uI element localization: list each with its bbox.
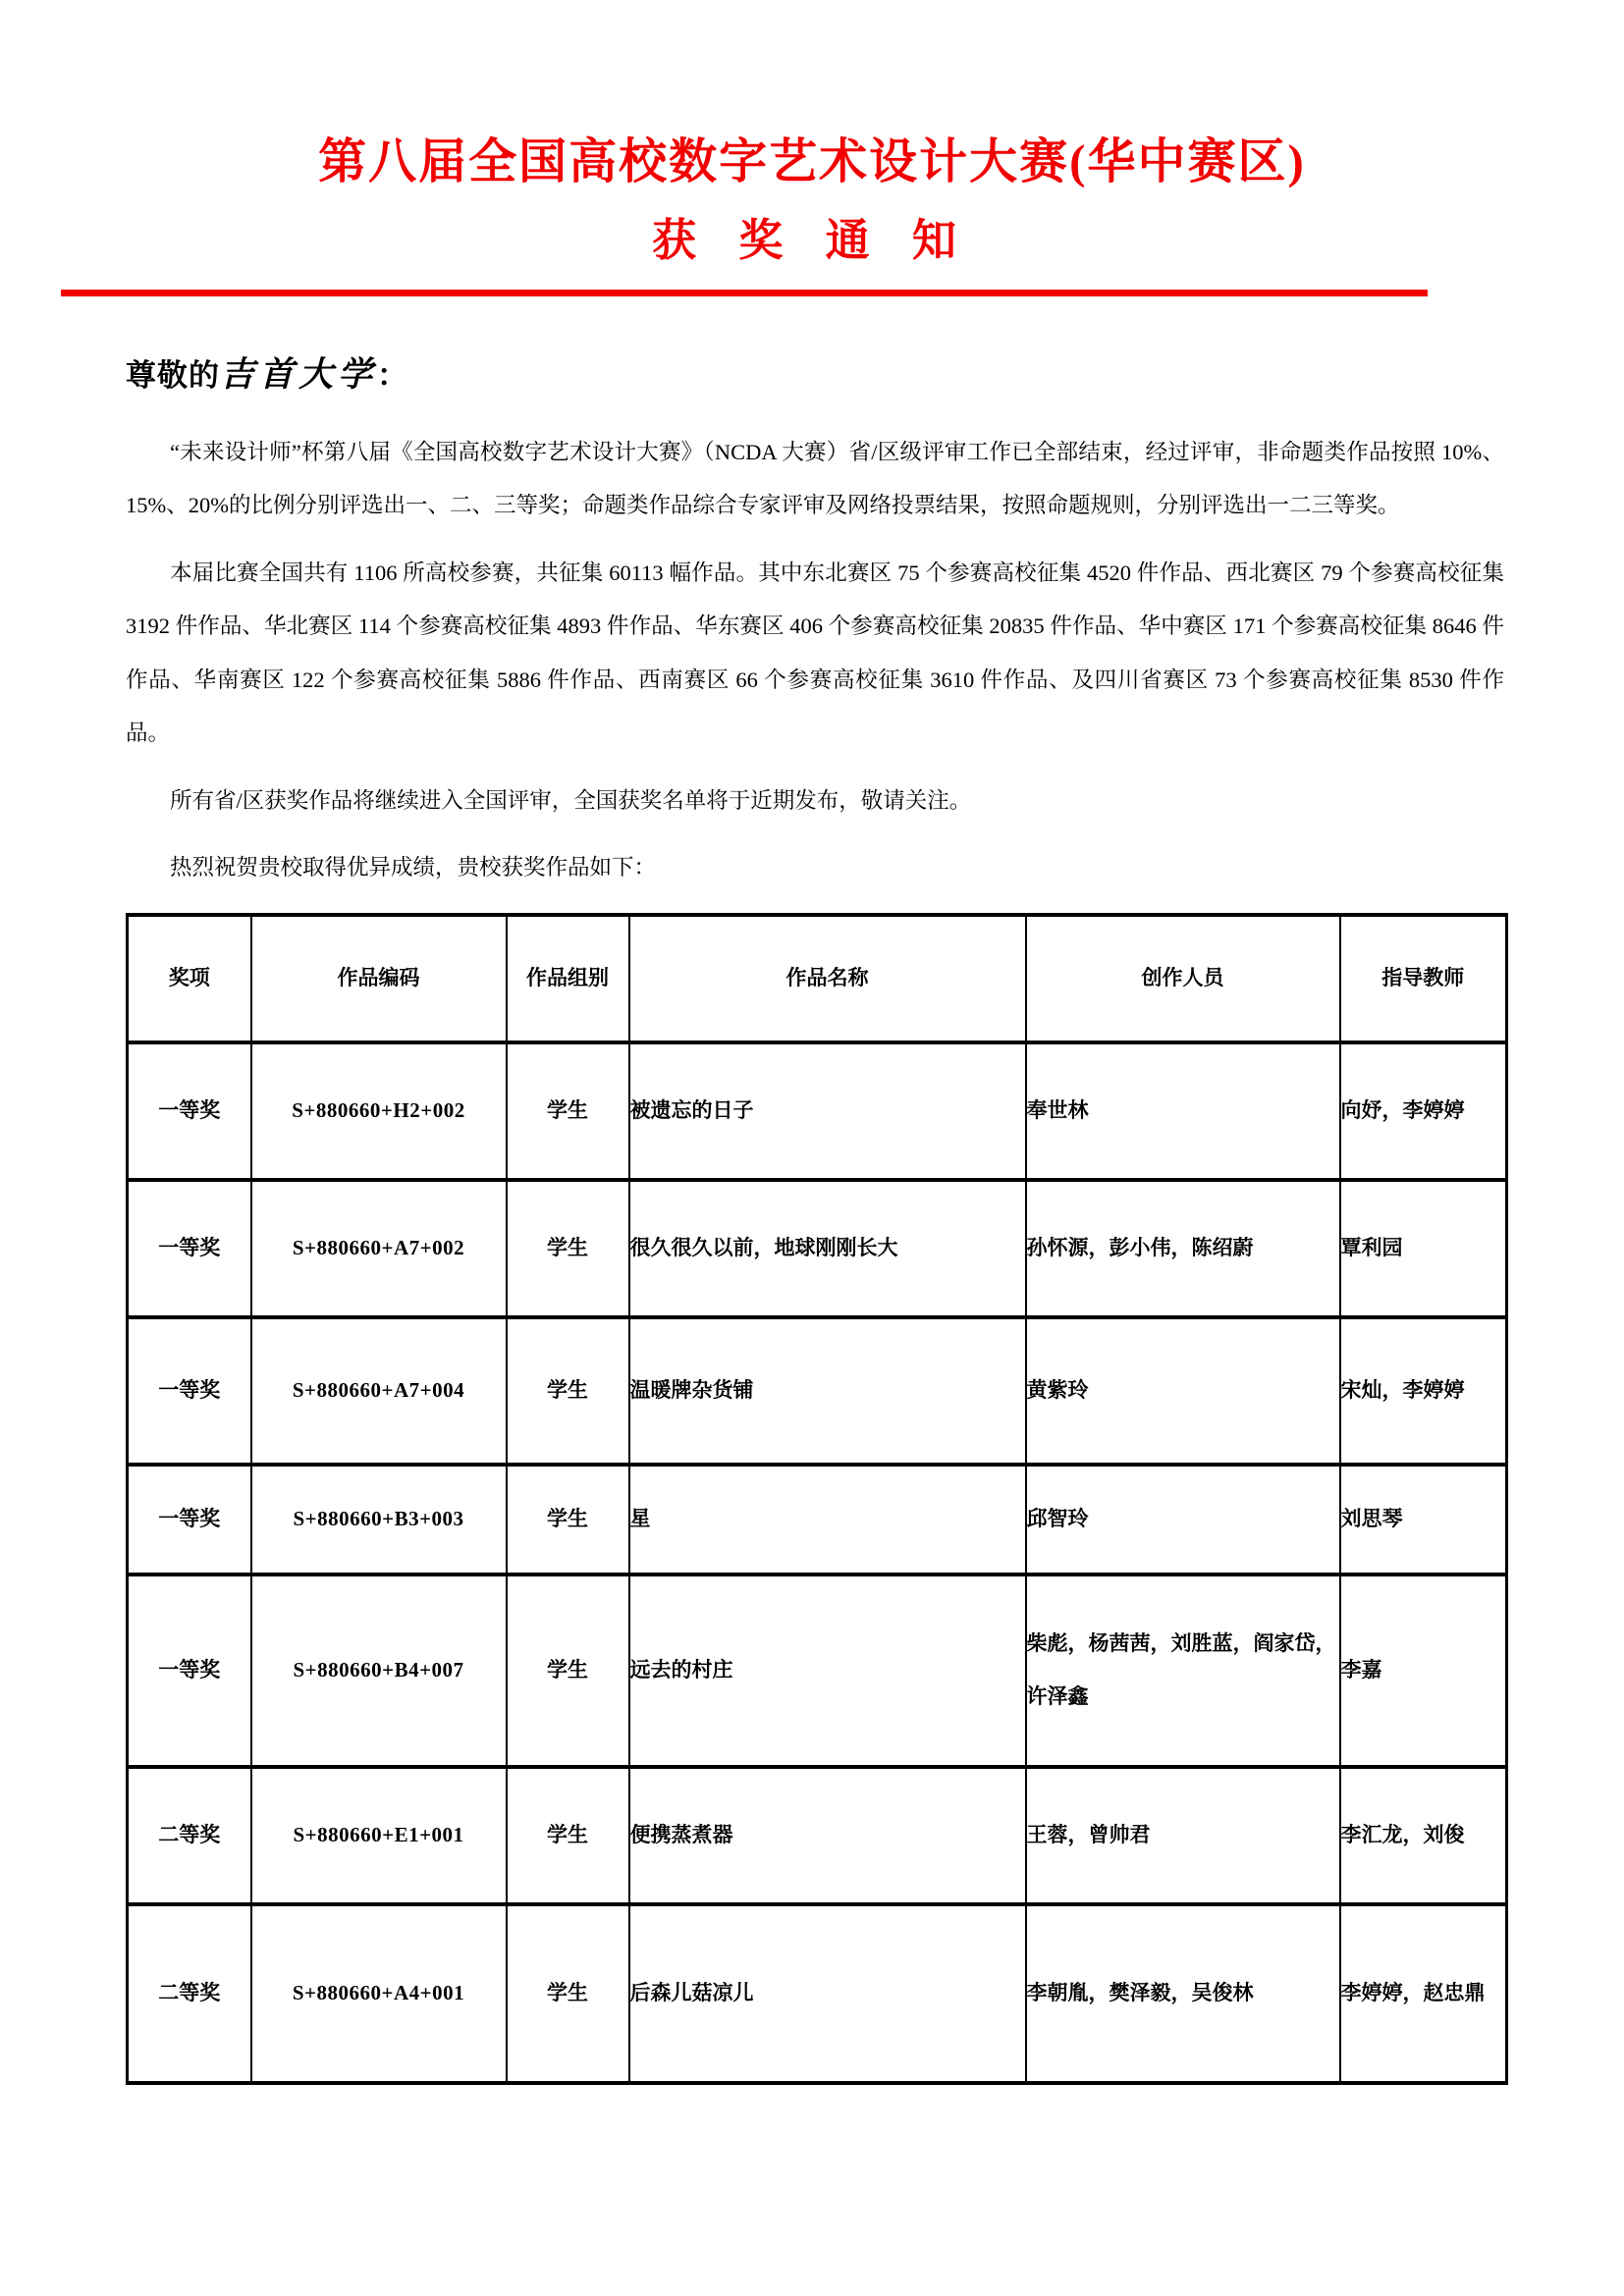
cell-creators: 孙怀源，彭小伟，陈绍蔚: [1026, 1180, 1340, 1317]
cell-work-title: 星: [629, 1465, 1026, 1575]
cell-group: 学生: [507, 1904, 629, 2083]
column-header-creators: 创作人员: [1026, 915, 1340, 1042]
salutation-colon: ：: [377, 358, 409, 393]
cell-award: 一等奖: [128, 1317, 251, 1465]
paragraph-congratulations: 热烈祝贺贵校取得优异成绩，贵校获奖作品如下：: [170, 855, 657, 881]
column-header-teachers: 指导教师: [1340, 915, 1507, 1042]
cell-group: 学生: [507, 1180, 629, 1317]
cell-code: S+880660+A4+001: [251, 1904, 507, 2083]
cell-code: S+880660+E1+001: [251, 1767, 507, 1904]
table-row: [128, 1042, 1507, 1180]
document-body: [0, 347, 1624, 2085]
cell-group: 学生: [507, 1042, 629, 1180]
paragraph-review-result: “未来设计师”杯第八届《全国高校数字艺术设计大赛》（NCDA 大赛）省/区级评审工作已全部结束，经过评审，非命题类作品按照 10%、15%、20%的比例分别评选出一、二、三等奖；命题类作品综合专家评审及网络投票结果，按照命题规则，分别评选出一二三等奖。: [126, 440, 1504, 518]
cell-work-title: 后森儿菇凉儿: [629, 1904, 1026, 2083]
cell-group: 学生: [507, 1465, 629, 1575]
document-title: 第八届全国高校数字艺术设计大赛(华中赛区): [318, 134, 1306, 188]
table-row: [128, 1575, 1507, 1767]
cell-teachers: 刘思琴: [1340, 1465, 1507, 1575]
cell-code: S+880660+B3+003: [251, 1465, 507, 1575]
cell-code: S+880660+A7+002: [251, 1180, 507, 1317]
paragraph-statistics: 本届比赛全国共有 1106 所高校参赛，共征集 60113 幅作品。其中东北赛区 75 个参赛高校征集 4520 件作品、西北赛区 79 个参赛高校征集 3192 件作品、华北赛区 114 个参赛高校征集 4893 件作品、华东赛区 406 个参赛高校征集 20835 件作品、华中赛区 171 个参赛高校征集 8646 件作品、华南赛区 122 个参赛高校征集 5886 件作品、西南赛区 66 个参赛高校征集 3610 件作品、及四川省赛区 73 个参赛高校征集 8530 件作品。: [126, 560, 1504, 746]
cell-teachers: 李婷婷，赵忠鼎: [1340, 1904, 1507, 2083]
cell-group: 学生: [507, 1575, 629, 1767]
cell-creators: 李朝胤，樊泽毅，吴俊林: [1026, 1904, 1340, 2083]
cell-code: S+880660+H2+002: [251, 1042, 507, 1180]
column-header-award: 奖项: [128, 915, 251, 1042]
salutation-prefix: 尊敬的: [126, 358, 220, 393]
awards-table: [126, 913, 1508, 2085]
cell-teachers: 李汇龙，刘俊: [1340, 1767, 1507, 1904]
cell-teachers: 宋灿，李婷婷: [1340, 1317, 1507, 1465]
cell-code: S+880660+A7+004: [251, 1317, 507, 1465]
cell-award: 二等奖: [128, 1767, 251, 1904]
cell-creators: 柴彪，杨茜茜，刘胜蓝，阎家岱，许泽鑫: [1026, 1575, 1340, 1767]
cell-work-title: 很久很久以前，地球刚刚长大: [629, 1180, 1026, 1317]
salutation-line: [126, 347, 1504, 397]
cell-creators: 邱智玲: [1026, 1465, 1340, 1575]
title-divider-rule: [61, 290, 1428, 296]
table-row: [128, 1767, 1507, 1904]
cell-award: 二等奖: [128, 1904, 251, 2083]
cell-creators: 王蓉，曾帅君: [1026, 1767, 1340, 1904]
cell-group: 学生: [507, 1317, 629, 1465]
cell-work-title: 远去的村庄: [629, 1575, 1026, 1767]
cell-teachers: 覃利园: [1340, 1180, 1507, 1317]
cell-code: S+880660+B4+007: [251, 1575, 507, 1767]
table-row: [128, 1317, 1507, 1465]
column-header-code: 作品编码: [251, 915, 507, 1042]
cell-award: 一等奖: [128, 1575, 251, 1767]
cell-creators: 奉世林: [1026, 1042, 1340, 1180]
cell-work-title: 温暖牌杂货铺: [629, 1317, 1026, 1465]
salutation-school-name: 吉首大学: [220, 355, 378, 394]
paragraph-national-review: 所有省/区获奖作品将继续进入全国评审，全国获奖名单将于近期发布，敬请关注。: [170, 787, 972, 813]
cell-work-title: 便携蒸煮器: [629, 1767, 1026, 1904]
table-row: [128, 1465, 1507, 1575]
cell-teachers: 李嘉: [1340, 1575, 1507, 1767]
cell-creators: 黄紫玲: [1026, 1317, 1340, 1465]
cell-award: 一等奖: [128, 1042, 251, 1180]
cell-teachers: 向妤，李婷婷: [1340, 1042, 1507, 1180]
cell-group: 学生: [507, 1767, 629, 1904]
cell-award: 一等奖: [128, 1180, 251, 1317]
column-header-group: 作品组别: [507, 915, 629, 1042]
table-row: [128, 1180, 1507, 1317]
column-header-work-title: 作品名称: [629, 915, 1026, 1042]
cell-award: 一等奖: [128, 1465, 251, 1575]
awards-table-body: [128, 1042, 1507, 2083]
table-row: [128, 1904, 1507, 2083]
document-subtitle: 获 奖 通 知: [652, 216, 972, 265]
cell-work-title: 被遗忘的日子: [629, 1042, 1026, 1180]
table-header-row: [128, 915, 1507, 1042]
